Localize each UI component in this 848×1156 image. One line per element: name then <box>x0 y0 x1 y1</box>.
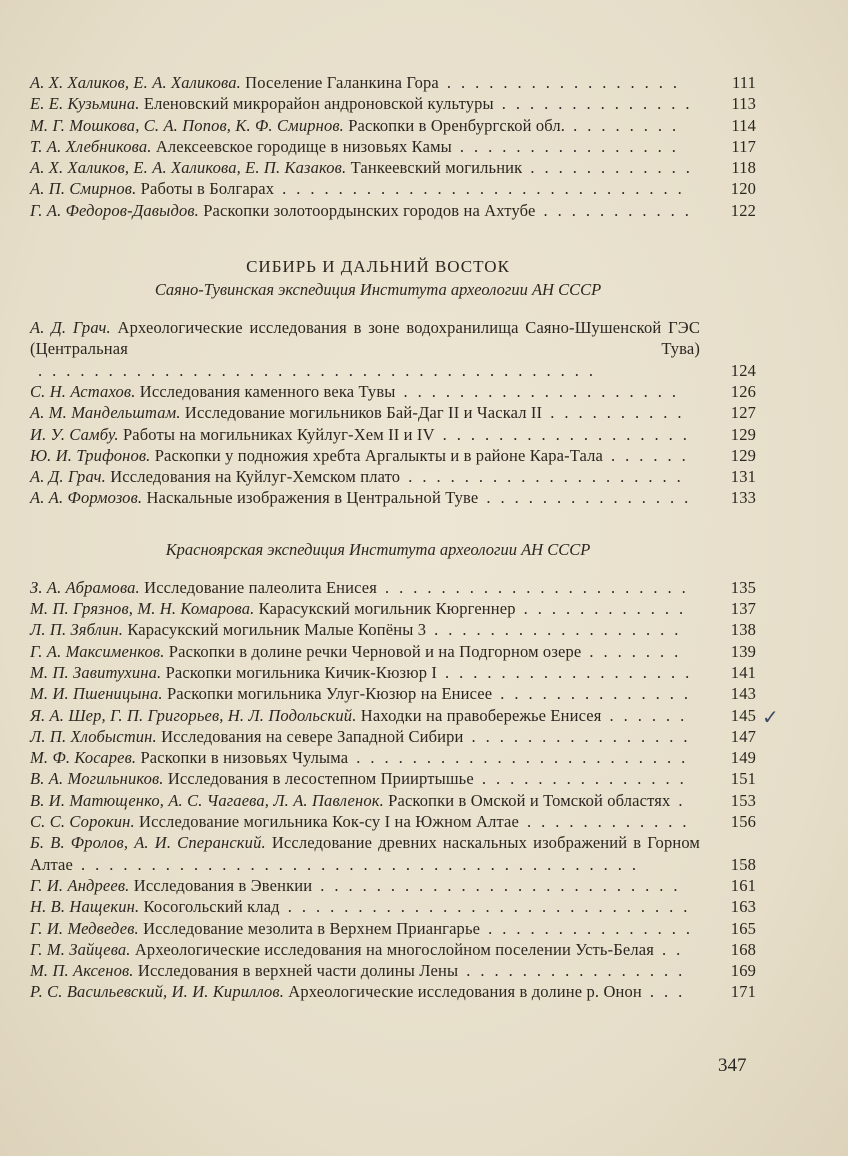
toc-group-krasnoyarsk <box>30 577 756 1003</box>
toc-entry-author: М. П. Аксенов. <box>30 961 134 981</box>
toc-entry-author: А. Х. Халиков, Е. А. Халикова, Е. П. Казаков. <box>30 158 347 178</box>
toc-entry-author: М. П. Грязнов, М. Н. Комарова. <box>30 599 255 619</box>
toc-entry-text <box>30 158 700 177</box>
toc-entry <box>30 960 756 981</box>
toc-entry <box>30 939 756 960</box>
toc-entry-text <box>30 318 700 380</box>
toc-entry <box>30 641 756 662</box>
toc-entry-page: 168 <box>730 939 756 959</box>
dot-leader: ............... <box>488 918 700 938</box>
toc-entry-author: В. И. Матющенко, А. С. Чагаева, Л. А. Павленок. <box>30 790 384 810</box>
toc-entry-title: Исследования в лесостепном Прииртышье <box>167 769 474 789</box>
toc-group-volga <box>30 72 756 221</box>
toc-entry-title: Археологические исследования на многослойном поселении Усть-Белая <box>134 939 654 959</box>
dot-leader: . <box>678 790 693 810</box>
toc-entry-title: Карасукский могильник Кюргеннер <box>258 599 516 619</box>
toc-entry <box>30 157 756 178</box>
toc-entry-title: Исследования каменного века Тувы <box>139 381 396 401</box>
toc-group-sayano-tuva <box>30 317 756 509</box>
toc-entry-page: 111 <box>732 73 756 92</box>
toc-entry-author: С. С. Сорокин. <box>30 812 135 832</box>
dot-leader: ............ <box>530 158 700 178</box>
toc-entry-page: 151 <box>730 769 756 789</box>
toc-entry-author: Я. А. Шер, Г. П. Григорьев, Н. Л. Подольский. <box>30 705 357 725</box>
toc-entry-title: Раскопки в долине речки Черновой и на Подгорном озере <box>168 641 582 661</box>
toc-entry-title: Исследование могильника Кок-су I на Южном Алтае <box>139 812 519 832</box>
toc-entry-author: Г. А. Федоров-Давыдов. <box>30 200 199 220</box>
toc-entry <box>30 918 756 939</box>
toc-entry-text <box>30 897 697 916</box>
toc-entry-page: 143 <box>730 684 756 704</box>
toc-entry-page: 117 <box>731 136 756 156</box>
toc-entry-author: Г. А. Максименков. <box>30 641 165 661</box>
toc-entry <box>30 811 756 832</box>
toc-entry <box>30 790 756 811</box>
subsection-title-sayano-tuva: Саяно-Тувинская экспедиция Института археологии АН СССР <box>154 280 602 300</box>
toc-entry <box>30 726 756 747</box>
dot-leader: ................ <box>466 961 693 981</box>
toc-entry-title: Археологические исследования в долине р. Онон <box>288 982 642 1002</box>
toc-entry-title: Карасукский могильник Малые Копёны 3 <box>127 620 427 640</box>
toc-entry-title: Работы в Болгарах <box>140 179 275 199</box>
toc-entry-text <box>30 663 699 682</box>
toc-entry <box>30 705 756 726</box>
toc-entry-title: Исследования на севере Западной Сибири <box>161 726 464 746</box>
toc-entry-author: З. А. Абрамова. <box>30 577 140 597</box>
toc-entry-text <box>30 116 686 135</box>
toc-entry <box>30 619 756 640</box>
dot-leader: .................... <box>403 381 687 401</box>
toc-entry-page: 122 <box>730 200 756 220</box>
toc-entry-page: 156 <box>730 812 756 832</box>
toc-entry-author: А. Д. Грач. <box>30 318 111 338</box>
toc-entry <box>30 832 756 875</box>
toc-entry <box>30 200 756 221</box>
toc-entry-title: Находки на правобережье Енисея <box>360 705 602 725</box>
toc-entry-title: Исследование древних наскальных изображений в Горном Алтае <box>30 833 701 874</box>
toc-entry-text <box>30 961 692 980</box>
toc-entry-author: В. А. Могильников. <box>30 769 164 789</box>
toc-entry-page: 129 <box>730 424 756 444</box>
toc-entry-text <box>30 812 697 831</box>
toc-entry <box>30 381 756 402</box>
dot-leader: ...................... <box>385 577 696 597</box>
toc-entry <box>30 896 756 917</box>
toc-entry-page: 153 <box>730 790 756 810</box>
toc-entry-page: 163 <box>730 897 756 917</box>
toc-entry-text <box>30 642 688 661</box>
toc-entry-author: Р. С. Васильевский, И. И. Кириллов. <box>30 982 285 1002</box>
toc-entry-page: 139 <box>730 641 756 661</box>
toc-entry-title: Исследования на Куйлуг-Хемском плато <box>110 467 401 487</box>
toc-entry-author: С. Н. Астахов. <box>30 381 136 401</box>
dot-leader: .............. <box>501 94 700 114</box>
dot-leader: .......................... <box>320 875 688 895</box>
dot-leader: ........... <box>543 200 699 220</box>
toc-entry-author: М. Ф. Косарев. <box>30 748 137 768</box>
dot-leader: ........................................ <box>80 854 646 874</box>
toc-entry-page: 124 <box>730 360 756 380</box>
toc-entry-title: Исследование могильников Бай-Даг II и Часкал II <box>184 403 543 423</box>
toc-entry-author: Н. В. Нащекин. <box>30 897 140 917</box>
toc-entry-author: Г. И. Медведев. <box>30 918 139 938</box>
toc-entry-text <box>30 727 698 746</box>
page-number: 347 <box>718 1055 747 1076</box>
toc-entry-author: А. Х. Халиков, Е. А. Халикова. <box>30 73 241 92</box>
toc-entry-title: Раскопки в Оренбургской обл. <box>348 115 566 135</box>
toc-entry <box>30 136 756 157</box>
toc-entry <box>30 72 756 93</box>
toc-entry-author: М. П. Завитухина. <box>30 662 162 682</box>
toc-entry-author: Е. Е. Кузьмина. <box>30 94 140 114</box>
toc-entry-title: Поселение Галанкина Гора <box>245 73 439 92</box>
toc-entry-page: 138 <box>730 620 756 640</box>
toc-entry-text <box>30 791 693 810</box>
toc-entry-title: Раскопки у подножия хребта Аргалыкты и в районе Кара-Тала <box>154 445 604 465</box>
toc-entry-author: Г. И. Андреев. <box>30 875 130 895</box>
toc-entry-text <box>30 919 700 938</box>
toc-entry-author: Б. В. Фролов, А. И. Сперанский. <box>30 833 266 853</box>
section-title: СИБИРЬ И ДАЛЬНИЙ ВОСТОК <box>246 257 510 277</box>
dot-leader: .............. <box>500 684 699 704</box>
toc-entry-page: 118 <box>731 158 756 178</box>
toc-entry-title: Алексеевское городище в низовьях Камы <box>155 136 452 156</box>
dot-leader: ............... <box>481 769 694 789</box>
dot-leader: ...... <box>609 705 695 725</box>
toc-entry-page: 113 <box>731 94 756 114</box>
toc-entry-title: Танкеевский могильник <box>350 158 523 178</box>
toc-entry-author: М. Г. Мошкова, С. А. Попов, К. Ф. Смирнов. <box>30 115 344 135</box>
toc-entry-author: Ю. И. Трифонов. <box>30 445 151 465</box>
toc-entry <box>30 317 756 381</box>
toc-entry-text <box>30 706 694 725</box>
toc-entry-page: 147 <box>730 726 756 746</box>
toc-entry-title: Косогольский клад <box>143 897 280 917</box>
toc-entry-text <box>30 467 691 486</box>
toc-entry <box>30 598 756 619</box>
toc-entry-page: 127 <box>730 403 756 423</box>
toc-entry <box>30 768 756 789</box>
toc-entry <box>30 115 756 136</box>
toc-entry-title: Раскопки в Омской и Томской областях <box>388 790 671 810</box>
toc-entry-text <box>30 446 696 465</box>
toc-entry <box>30 445 756 466</box>
dot-leader: ............ <box>527 812 697 832</box>
toc-entry-page: 141 <box>730 662 756 682</box>
toc-entry-text <box>30 940 690 959</box>
dot-leader: ...... <box>611 445 696 465</box>
toc-entry-page: 129 <box>730 445 756 465</box>
toc-entry-text <box>30 179 692 198</box>
toc-entry-author: А. М. Мандельштам. <box>30 403 181 423</box>
dot-leader: .................. <box>442 424 697 444</box>
toc-entry-title: Раскопки в низовьях Чулыма <box>140 748 349 768</box>
table-of-contents <box>30 72 756 1003</box>
toc-entry-author: М. И. Пшеницына. <box>30 684 163 704</box>
dot-leader: .................. <box>434 620 689 640</box>
toc-entry-title: Исследования в Эвенкии <box>133 875 313 895</box>
dot-leader: ... <box>649 982 693 1002</box>
toc-entry <box>30 683 756 704</box>
toc-entry-author: А. П. Смирнов. <box>30 179 137 199</box>
toc-entry-text <box>30 599 693 618</box>
dot-leader: ............................. <box>282 179 692 199</box>
toc-entry-text <box>30 403 691 422</box>
toc-entry-title: Археологические исследования в зоне водохранилища Саяно-Шушенской ГЭС (Центральная Тува) <box>30 318 700 359</box>
toc-entry <box>30 747 756 768</box>
toc-entry-author: Л. П. Хлобыстин. <box>30 726 157 746</box>
dot-leader: ................. <box>446 73 688 92</box>
dot-leader: ....... <box>589 641 689 661</box>
toc-entry-page: 145 <box>730 705 756 725</box>
toc-entry-author: Г. М. Зайцева. <box>30 939 131 959</box>
toc-entry-text <box>30 684 698 703</box>
toc-entry-page: 131 <box>730 467 756 487</box>
toc-entry <box>30 178 756 199</box>
toc-entry-title: Еленовский микрорайон андроновской культуры <box>143 94 494 114</box>
toc-entry-title: Исследования в верхней части долины Лены <box>137 961 459 981</box>
toc-entry-page: 169 <box>730 961 756 981</box>
dot-leader: ............................. <box>287 897 698 917</box>
toc-entry-text <box>30 833 700 873</box>
toc-entry-text <box>30 769 694 788</box>
toc-entry-author: Т. А. Хлебникова. <box>30 136 152 156</box>
toc-entry-title: Исследование мезолита в Верхнем Приангарье <box>143 918 481 938</box>
toc-entry-page: 126 <box>730 381 756 401</box>
dot-leader: ........................................ <box>38 360 603 380</box>
toc-entry-author: А. Д. Грач. <box>30 467 106 487</box>
toc-entry-text <box>30 620 688 639</box>
toc-entry-page: 165 <box>730 918 756 938</box>
dot-leader: .. <box>661 939 691 959</box>
toc-entry-text <box>30 94 700 113</box>
toc-entry-author: И. У. Самбу. <box>30 424 119 444</box>
toc-entry-page: 120 <box>730 179 756 199</box>
toc-entry <box>30 424 756 445</box>
toc-entry-text <box>30 201 699 220</box>
toc-entry-author: Л. П. Зяблин. <box>30 620 124 640</box>
toc-entry <box>30 981 756 1002</box>
toc-entry-page: 137 <box>730 599 756 619</box>
dot-leader: ............... <box>486 488 699 508</box>
toc-entry-page: 135 <box>730 577 756 597</box>
toc-entry-text <box>30 137 686 156</box>
toc-entry <box>30 93 756 114</box>
dot-leader: ................ <box>471 726 698 746</box>
dot-leader: .................... <box>408 467 691 487</box>
dot-leader: ............ <box>523 599 694 619</box>
toc-entry-page: 114 <box>731 115 756 135</box>
toc-entry-author: А. А. Формозов. <box>30 488 143 508</box>
toc-entry-title: Раскопки могильника Улуг-Кюзюр на Енисее <box>166 684 493 704</box>
dot-leader: .......... <box>550 403 692 423</box>
dot-leader: ................ <box>459 136 686 156</box>
toc-entry-title: Исследование палеолита Енисея <box>144 577 378 597</box>
toc-entry <box>30 577 756 598</box>
toc-entry-title: Работы на могильниках Куйлуг-Хем II и IV <box>122 424 435 444</box>
toc-entry-page: 133 <box>730 488 756 508</box>
pencil-check-mark: ✓ <box>762 707 779 729</box>
toc-entry-page: 171 <box>730 982 756 1002</box>
toc-entry-title: Раскопки золотоордынских городов на Ахтубе <box>203 200 536 220</box>
toc-entry-text <box>30 982 692 1001</box>
toc-entry-title: Раскопки могильника Кичик-Кюзюр I <box>165 662 438 682</box>
subsection-title-krasnoyarsk: Красноярская экспедиция Института археологии АН СССР <box>165 539 591 559</box>
toc-entry <box>30 402 756 423</box>
dot-leader: ........ <box>573 115 687 135</box>
toc-entry-page: 149 <box>730 748 756 768</box>
toc-entry <box>30 487 756 508</box>
toc-entry-text <box>30 382 686 401</box>
toc-entry <box>30 466 756 487</box>
toc-entry-text <box>30 748 695 767</box>
dot-leader: ........................ <box>356 748 696 768</box>
dot-leader: .................. <box>445 662 700 682</box>
toc-entry-text <box>30 578 696 597</box>
toc-entry-text <box>30 425 697 444</box>
toc-entry <box>30 875 756 896</box>
toc-entry-text <box>30 876 687 895</box>
toc-entry <box>30 662 756 683</box>
toc-entry-text <box>30 488 698 507</box>
toc-entry-page: 161 <box>730 875 756 895</box>
toc-entry-text <box>30 73 687 92</box>
toc-entry-page: 158 <box>730 854 756 874</box>
toc-entry-title: Наскальные изображения в Центральной Туве <box>146 488 479 508</box>
